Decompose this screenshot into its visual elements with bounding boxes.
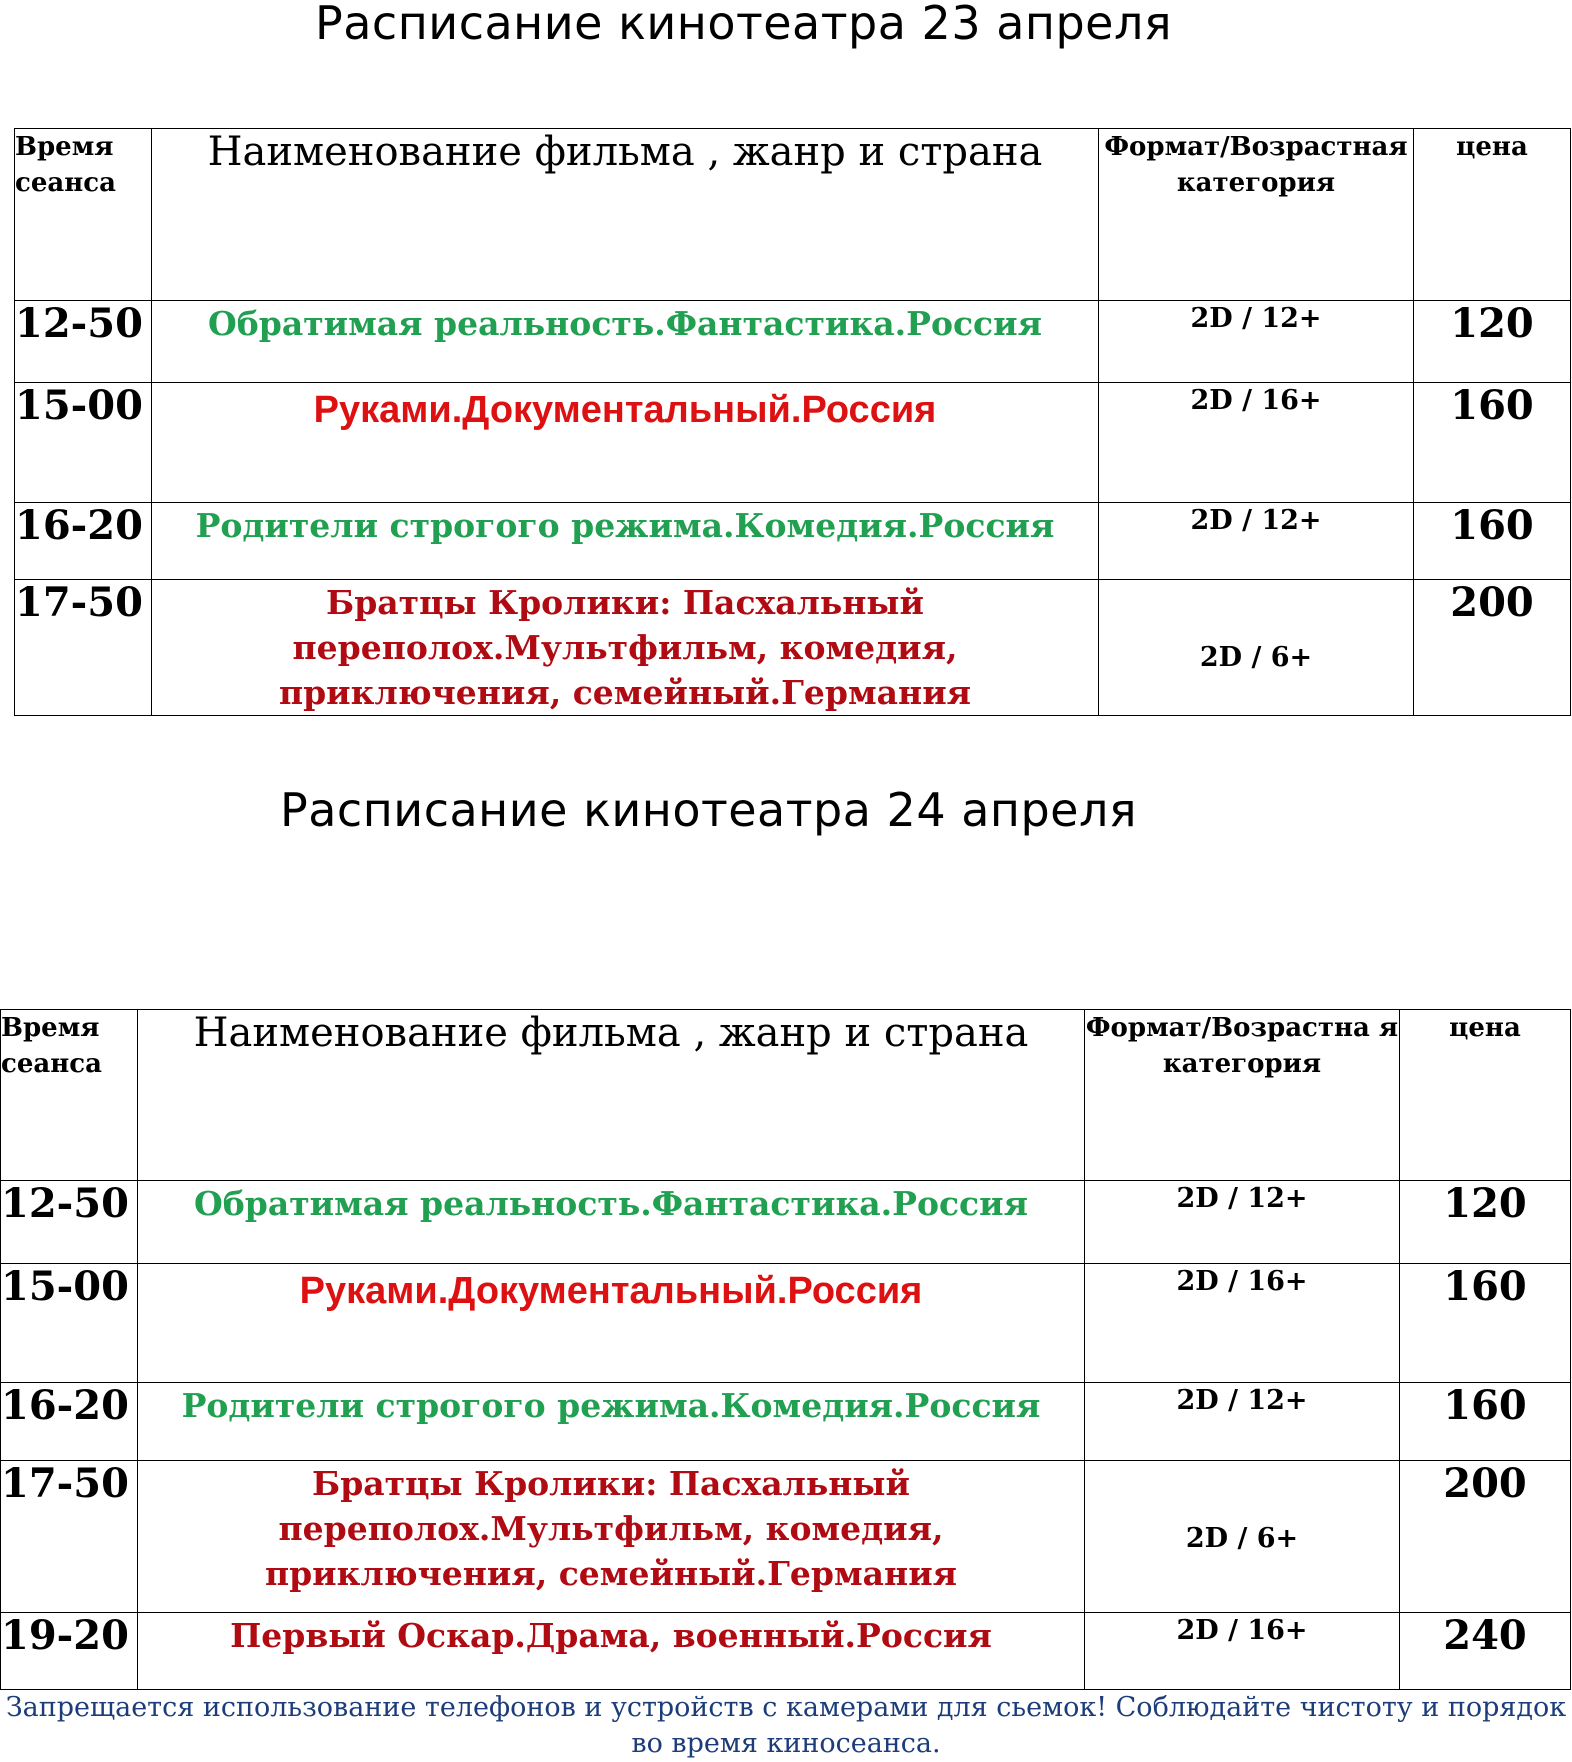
- table-header-row: [1, 1010, 1571, 1181]
- footer-notice: Запрещается использование телефонов и устройств с камерами для сьемок! Соблюдайте чистоту и порядок во время киносеанса.: [5, 1692, 1567, 1759]
- table-row: [1, 1613, 1571, 1690]
- session-time: 17-50: [15, 580, 152, 716]
- session-time: 15-00: [15, 383, 152, 503]
- film-format: 2D / 16+: [1099, 383, 1414, 503]
- header-format: Формат/Возрастная категория: [1099, 129, 1414, 301]
- ticket-price: 160: [1400, 1264, 1571, 1383]
- film-title: Обратимая реальность.Фантастика.Россия: [152, 301, 1099, 383]
- ticket-price: 160: [1414, 383, 1571, 503]
- film-format: 2D / 16+: [1085, 1613, 1400, 1690]
- film-format: 2D / 16+: [1085, 1264, 1400, 1383]
- session-time: 16-20: [1, 1383, 138, 1461]
- table-row: [15, 383, 1571, 503]
- table-row: [1, 1181, 1571, 1264]
- film-format: 2D / 12+: [1085, 1383, 1400, 1461]
- header-time: Время сеанса: [15, 129, 152, 301]
- ticket-price: 200: [1414, 580, 1571, 716]
- schedule-title: Расписание кинотеатра 24 апреля: [280, 783, 1138, 837]
- film-title: Родители строгого режима.Комедия.Россия: [152, 503, 1099, 580]
- film-title: Руками.Документальный.Россия: [138, 1264, 1085, 1383]
- header-time: Время сеанса: [1, 1010, 138, 1181]
- film-title: Братцы Кролики: Пасхальный переполох.Мультфильм, комедия, приключения, семейный.Германия: [152, 580, 1099, 716]
- film-title: Родители строгого режима.Комедия.Россия: [138, 1383, 1085, 1461]
- header-price: цена: [1400, 1010, 1571, 1181]
- ticket-price: 120: [1400, 1181, 1571, 1264]
- film-title: Обратимая реальность.Фантастика.Россия: [138, 1181, 1085, 1264]
- table-row: [1, 1264, 1571, 1383]
- film-format: 2D / 12+: [1099, 503, 1414, 580]
- session-time: 17-50: [1, 1461, 138, 1613]
- header-format: Формат/Возрастна я категория: [1085, 1010, 1400, 1181]
- session-time: 15-00: [1, 1264, 138, 1383]
- header-price: цена: [1414, 129, 1571, 301]
- schedule-table: [0, 1009, 1571, 1690]
- table-row: [1, 1383, 1571, 1461]
- film-title: Первый Оскар.Драма, военный.Россия: [138, 1613, 1085, 1690]
- ticket-price: 160: [1414, 503, 1571, 580]
- schedule-table: [14, 128, 1571, 716]
- film-format: 2D / 12+: [1085, 1181, 1400, 1264]
- table-row: [1, 1461, 1571, 1613]
- session-time: 12-50: [15, 301, 152, 383]
- header-film-title: Наименование фильма , жанр и страна: [138, 1010, 1085, 1181]
- session-time: 12-50: [1, 1181, 138, 1264]
- ticket-price: 160: [1400, 1383, 1571, 1461]
- film-title: Братцы Кролики: Пасхальный переполох.Мультфильм, комедия, приключения, семейный.Германия: [138, 1461, 1085, 1613]
- header-film-title: Наименование фильма , жанр и страна: [152, 129, 1099, 301]
- schedule-title: Расписание кинотеатра 23 апреля: [315, 0, 1173, 50]
- film-format: 2D / 6+: [1099, 580, 1414, 716]
- ticket-price: 240: [1400, 1613, 1571, 1690]
- film-format: 2D / 6+: [1085, 1461, 1400, 1613]
- table-row: [15, 580, 1571, 716]
- ticket-price: 120: [1414, 301, 1571, 383]
- table-row: [15, 503, 1571, 580]
- ticket-price: 200: [1400, 1461, 1571, 1613]
- film-title: Руками.Документальный.Россия: [152, 383, 1099, 503]
- table-header-row: [15, 129, 1571, 301]
- session-time: 19-20: [1, 1613, 138, 1690]
- session-time: 16-20: [15, 503, 152, 580]
- film-format: 2D / 12+: [1099, 301, 1414, 383]
- table-row: [15, 301, 1571, 383]
